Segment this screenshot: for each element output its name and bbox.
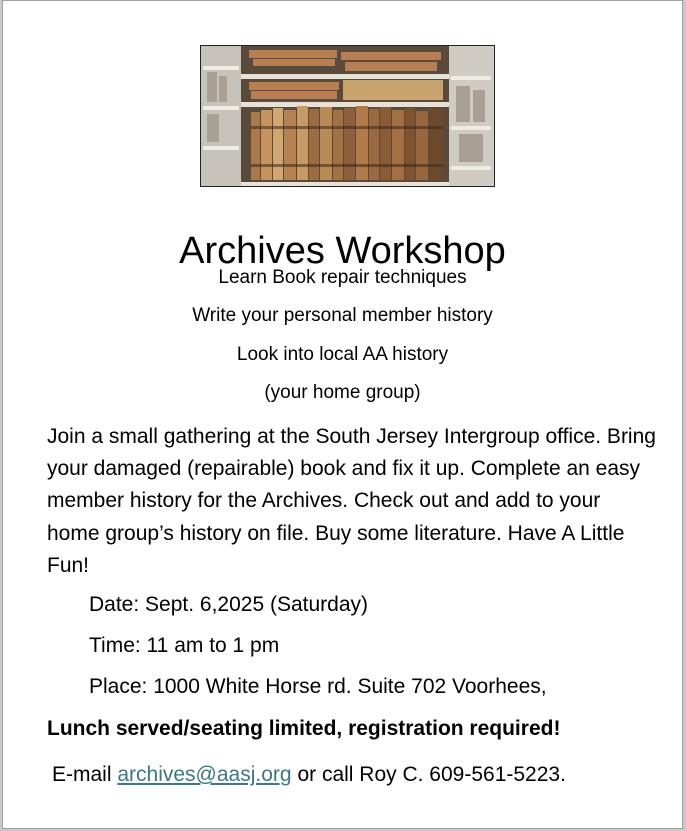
archive-bookshelf-photo [200, 45, 495, 187]
contact-phone: or call Roy C. 609-561-5223. [297, 763, 566, 786]
event-time: Time: 11 am to 1 pm [89, 634, 280, 657]
contact-info [47, 759, 647, 791]
description-paragraph: Join a small gathering at the South Jersey Intergroup office. Bring your damaged (repairable) book and fix it up. Complete an easy member history for the Archives. Check out and add to your home group’s history on file. Buy some literature. Have A Little Fun! [47, 425, 656, 577]
activity-member-history: Write your personal member history [192, 305, 493, 326]
page-title: Archives Workshop [179, 230, 506, 273]
activity-book-repair: Learn Book repair techniques [218, 267, 467, 288]
event-date: Date: Sept. 6,2025 (Saturday) [89, 593, 368, 616]
document-page [2, 0, 683, 829]
contact-prefix: E-mail [52, 763, 112, 786]
registration-notice: Lunch served/seating limited, registration required! [47, 717, 561, 740]
email-link[interactable]: archives@aasj.org [117, 763, 292, 786]
event-place: Place: 1000 White Horse rd. Suite 702 Voorhees, [89, 675, 547, 698]
activity-home-group: (your home group) [264, 382, 421, 403]
activity-local-history: Look into local AA history [236, 344, 449, 365]
